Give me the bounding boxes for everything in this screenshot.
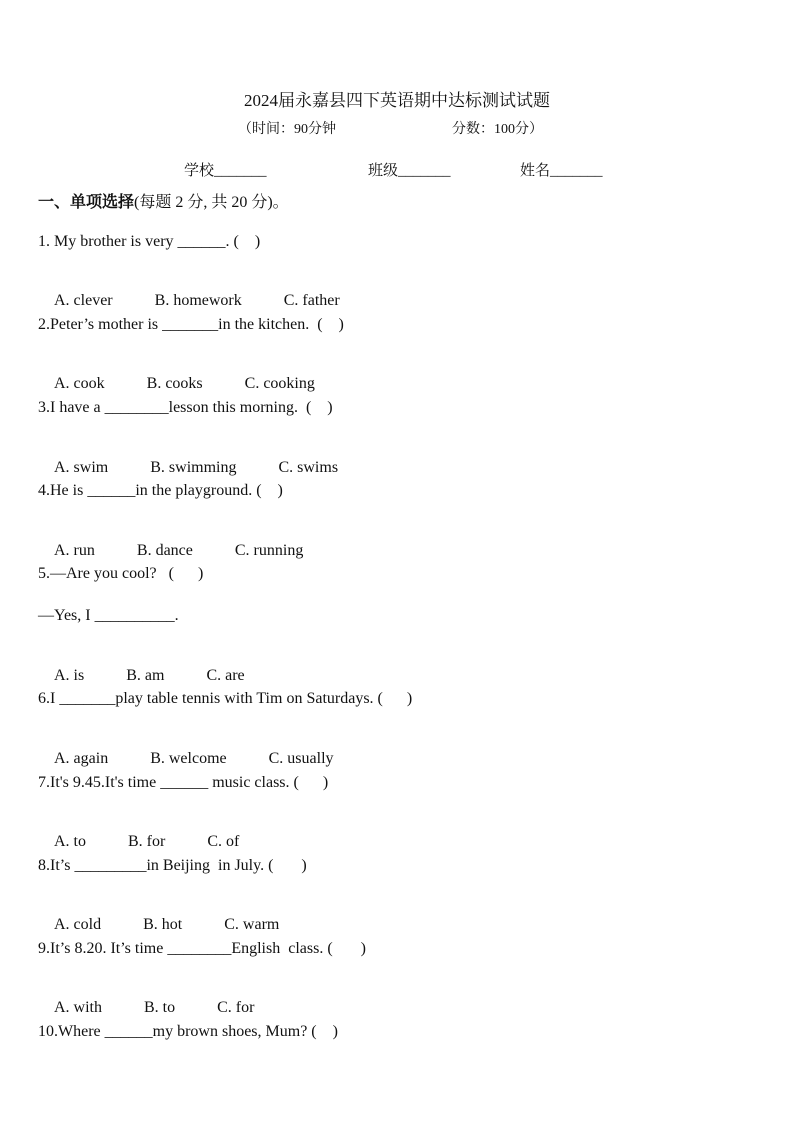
- school-field: 学校_______: [184, 163, 267, 179]
- question-7: 7.It's 9.45.It's time ______ music class. ( ): [38, 774, 329, 791]
- option-a: A. again: [54, 750, 109, 767]
- option-a: A. with: [54, 999, 102, 1016]
- question-4: 4.He is ______in the playground. ( ): [38, 482, 283, 499]
- question-10: 10.Where ______my brown shoes, Mum? ( ): [38, 1023, 338, 1040]
- section-title: 一、单项选择: [38, 192, 135, 211]
- option-c: C. usually: [268, 750, 334, 767]
- option-a: A. run: [54, 542, 95, 559]
- question-5-answer-line: —Yes, I __________.: [38, 607, 179, 624]
- option-b: B. dance: [136, 542, 193, 559]
- option-b: B. to: [144, 999, 176, 1016]
- option-a: A. cook: [54, 375, 105, 392]
- option-b: B. hot: [143, 916, 183, 933]
- option-b: B. welcome: [150, 750, 227, 767]
- question-3: 3.I have a ________lesson this morning. ( ): [38, 399, 333, 416]
- question-6: 6.I _______play table tennis with Tim on Saturdays. ( ): [38, 690, 413, 707]
- option-c: C. running: [234, 542, 304, 559]
- option-a: A. swim: [54, 459, 109, 476]
- option-c: C. swims: [278, 459, 339, 476]
- exam-score: 分数：100分）: [452, 122, 543, 137]
- section-heading: [38, 189, 289, 212]
- section-points: (每题 2 分, 共 20 分)。: [134, 194, 289, 211]
- question-8: 8.It’s _________in Beijing in July. ( ): [38, 857, 307, 874]
- option-c: C. are: [206, 667, 245, 684]
- name-field: 姓名_______: [520, 163, 603, 179]
- option-b: B. am: [126, 667, 165, 684]
- question-1: 1. My brother is very ______. ( ): [38, 233, 261, 250]
- exam-title: 2024届永嘉县四下英语期中达标测试试题: [244, 91, 550, 110]
- option-b: B. homework: [154, 292, 242, 309]
- option-c: C. warm: [224, 916, 280, 933]
- option-c: C. cooking: [244, 375, 315, 392]
- option-c: C. of: [207, 833, 240, 850]
- option-a: A. cold: [54, 916, 102, 933]
- exam-time: （时间：90分钟: [238, 122, 336, 137]
- class-field: 班级_______: [368, 163, 451, 179]
- option-b: B. cooks: [146, 375, 203, 392]
- question-2: 2.Peter’s mother is _______in the kitchen. ( ): [38, 316, 344, 333]
- option-c: C. father: [283, 292, 340, 309]
- question-9: 9.It’s 8.20. It’s time ________English class. ( ): [38, 940, 366, 957]
- option-c: C. for: [217, 999, 255, 1016]
- option-b: B. for: [128, 833, 166, 850]
- option-a: A. clever: [54, 292, 113, 309]
- question-5: 5.—Are you cool? ( ): [38, 565, 204, 582]
- option-a: A. is: [54, 667, 85, 684]
- option-b: B. swimming: [150, 459, 237, 476]
- option-a: A. to: [54, 833, 86, 850]
